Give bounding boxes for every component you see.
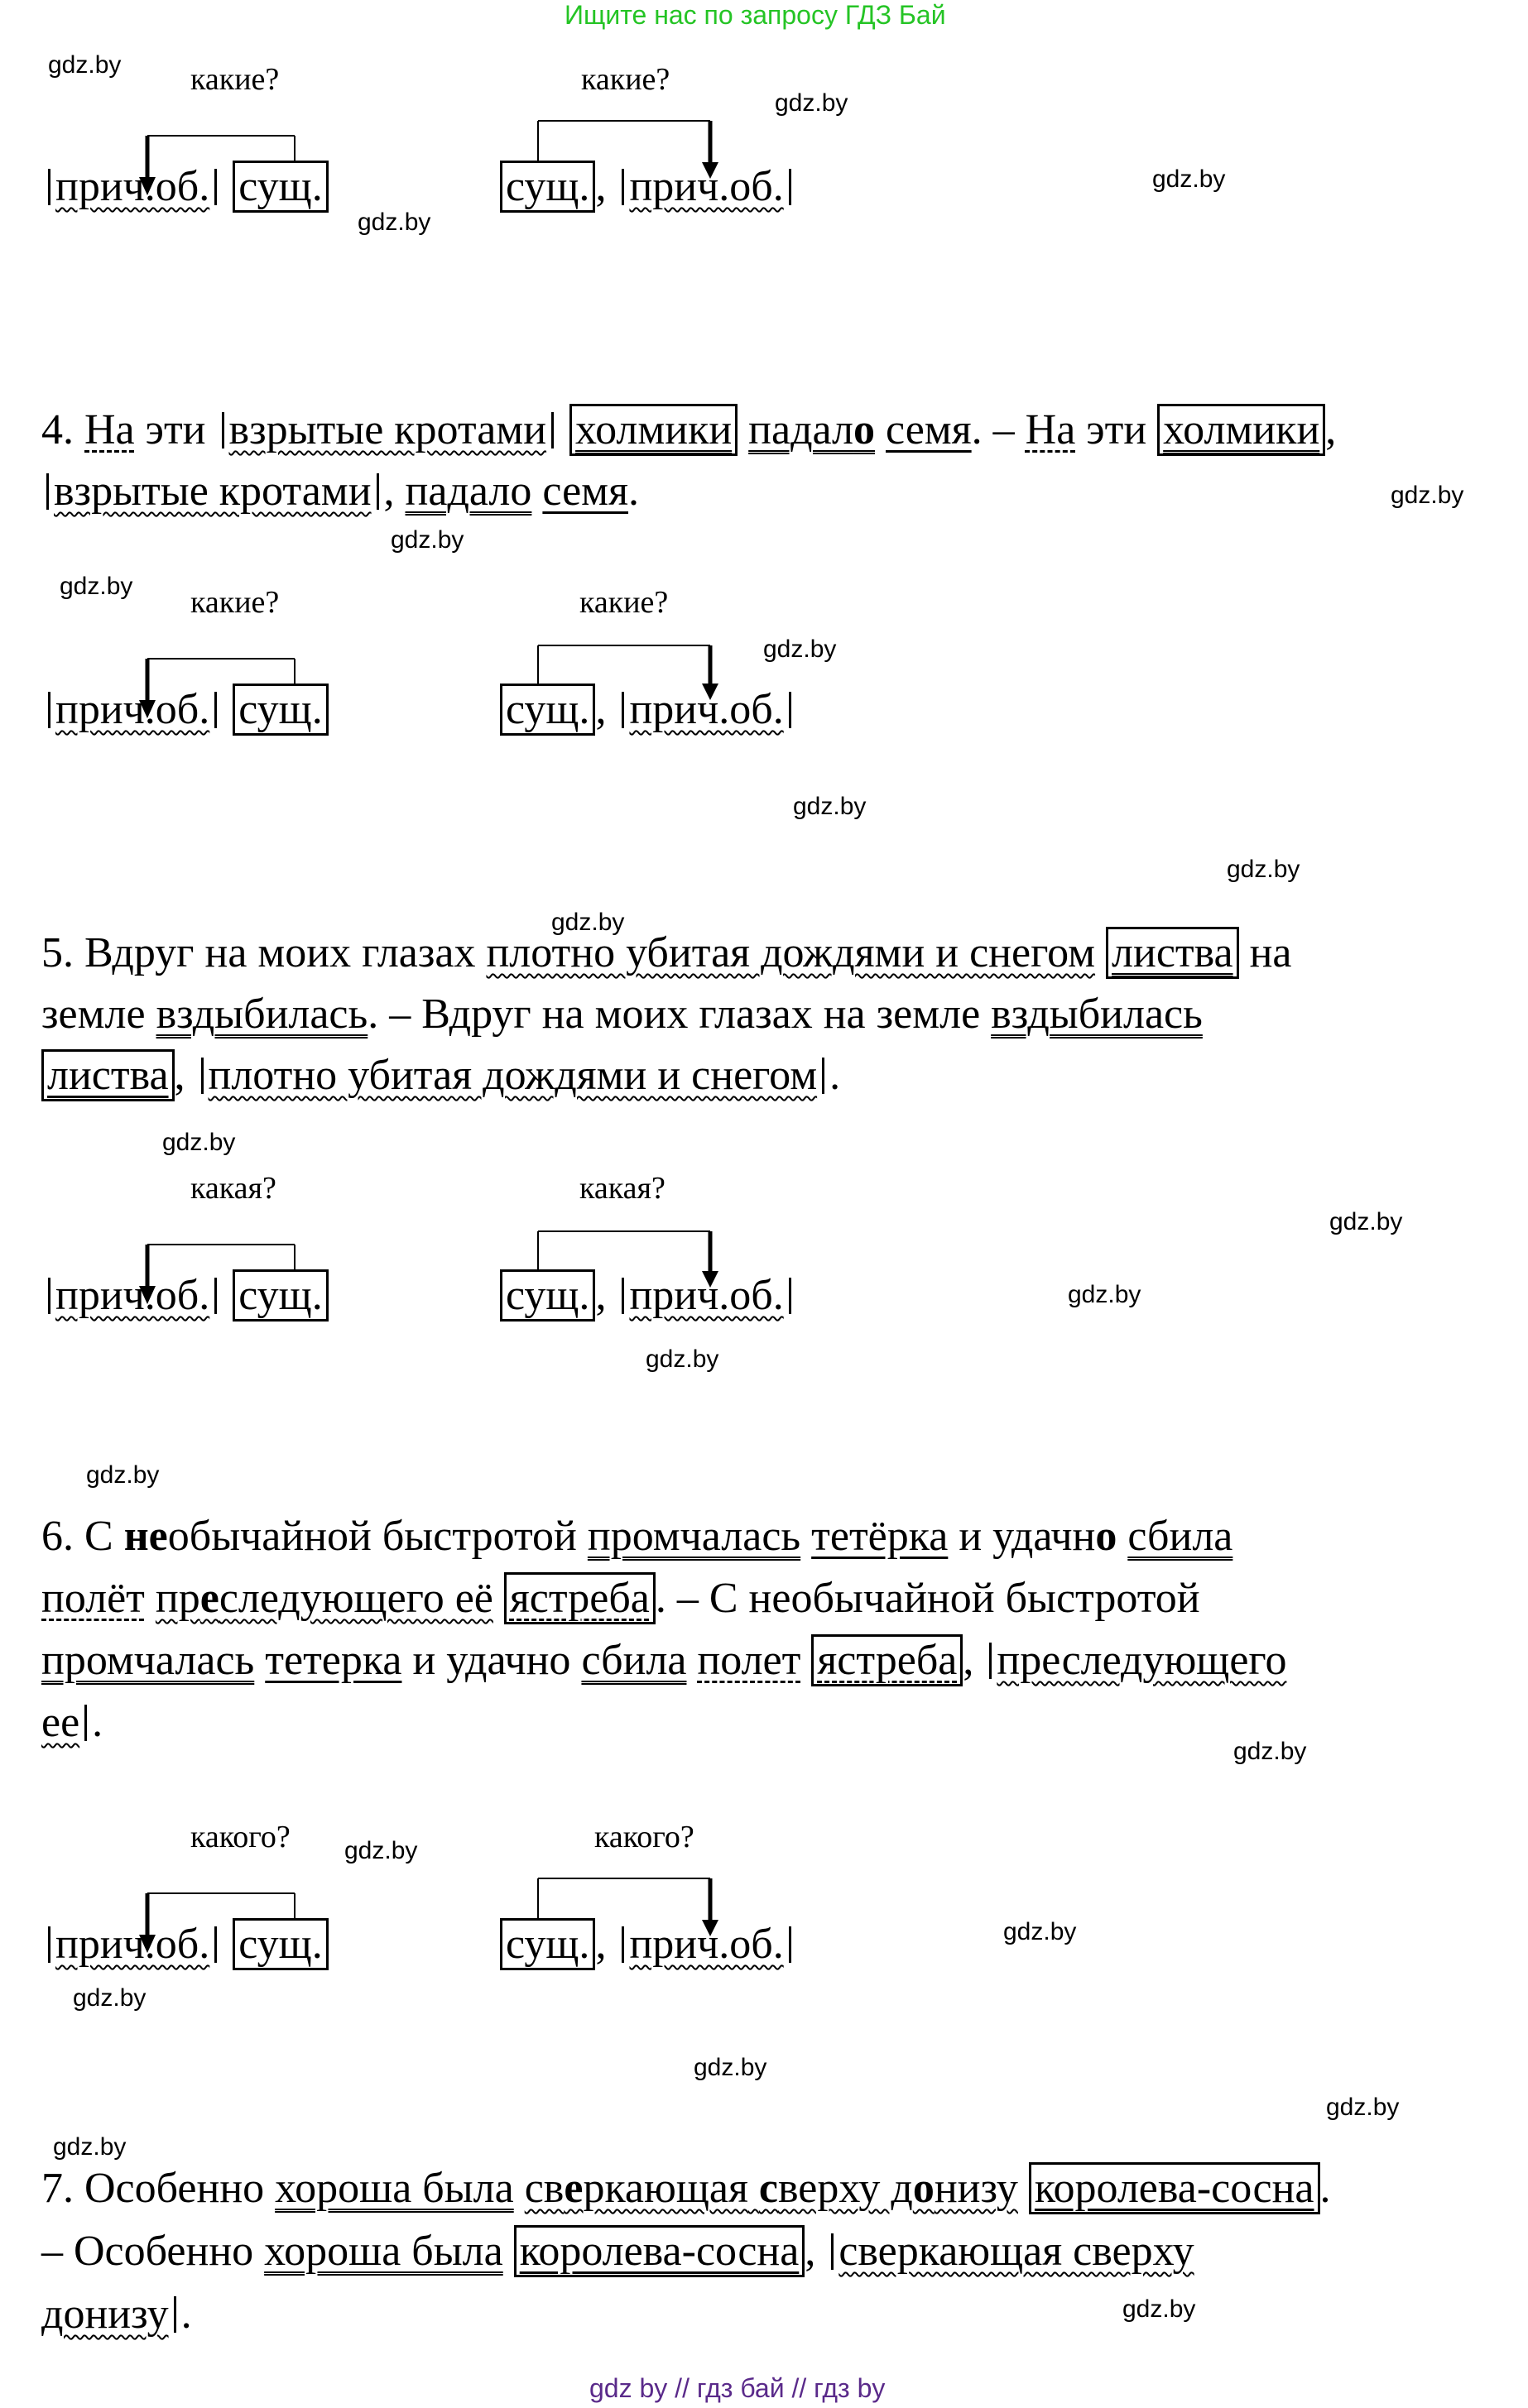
watermark: gdz.by: [763, 636, 837, 663]
participle-label: прич.об.: [629, 163, 784, 210]
schema-row: сущ. , прич.об.: [500, 1271, 796, 1320]
noun-label: сущ.: [500, 161, 595, 213]
watermark: gdz.by: [775, 89, 848, 117]
noun-label: сущ.: [233, 1918, 328, 1970]
schema-row: [43, 1920, 329, 1969]
watermark: gdz.by: [1152, 165, 1226, 193]
watermark: gdz.by: [60, 573, 133, 600]
sentence-7-line-3: донизу .: [41, 2290, 192, 2338]
sentence-5-line-1: 5. Вдруг на моих глазах плотно убитая дождями и снегом листва на: [41, 923, 1292, 984]
sentence-6-line-1: 6. С необычайной быстротой промчалась тетёрка и удачно сбила: [41, 1513, 1233, 1560]
watermark: gdz.by: [1068, 1281, 1141, 1308]
sentence-4-line-2: взрытые кротами , падало семя.: [41, 461, 639, 522]
noun-label: сущ.: [500, 1918, 595, 1970]
watermark: gdz.by: [162, 1129, 236, 1156]
watermark: gdz.by: [1233, 1738, 1307, 1765]
watermark: gdz.by: [391, 526, 464, 554]
sentence-6-line-2: полёт преследующего её ястреба . – С необычайной быстротой: [41, 1568, 1200, 1629]
watermark: gdz.by: [344, 1837, 418, 1864]
participle-label: прич.об.: [55, 686, 210, 733]
sentence-5-line-3: листва , плотно убитая дождями и снегом .: [41, 1045, 840, 1106]
noun-label: сущ.: [233, 161, 328, 213]
watermark: gdz.by: [48, 51, 122, 79]
question-label: какого?: [190, 1820, 291, 1854]
question-label: какая?: [190, 1171, 276, 1206]
participle-label: прич.об.: [629, 1272, 784, 1319]
participle-label: прич.об.: [55, 1272, 210, 1319]
watermark: gdz.by: [646, 1346, 719, 1373]
participle-label: прич.об.: [55, 163, 210, 210]
participle-label: прич.об.: [629, 686, 784, 733]
sentence-6-line-3: промчалась тетерка и удачно сбила полет ястреба , преследующего: [41, 1630, 1286, 1691]
watermark: gdz.by: [86, 1461, 160, 1489]
schema-row: сущ. , прич.об.: [500, 162, 796, 211]
watermark: gdz.by: [1227, 856, 1300, 883]
sentence-6-line-4: ее .: [41, 1699, 103, 1746]
question-label: какие?: [190, 62, 280, 97]
watermark: gdz.by: [1326, 2094, 1400, 2121]
watermark: gdz.by: [358, 209, 431, 236]
watermark: gdz.by: [694, 2054, 767, 2081]
question-label: какие?: [190, 585, 280, 620]
schema-row: сущ. , прич.об.: [500, 1920, 796, 1969]
question-label: какие?: [579, 585, 669, 620]
sentence-4-line-1: 4. На эти взрытые кротами холмики падало семя. – На эти холмики ,: [41, 400, 1336, 461]
watermark: gdz.by: [551, 909, 625, 936]
participle-label: прич.об.: [629, 1921, 784, 1968]
question-label: какого?: [594, 1820, 694, 1854]
noun-label: сущ.: [233, 684, 328, 736]
schema-row: сущ. , прич.об.: [500, 685, 796, 734]
watermark: gdz.by: [1122, 2295, 1196, 2323]
watermark: gdz.by: [73, 1984, 147, 2012]
watermark: gdz.by: [53, 2133, 127, 2161]
question-label: какая?: [579, 1171, 665, 1206]
sentence-5-line-2: земле вздыбилась. – Вдруг на моих глазах на земле вздыбилась: [41, 991, 1203, 1038]
watermark: gdz.by: [793, 793, 867, 820]
watermark: gdz.by: [1391, 482, 1464, 509]
noun-label: сущ.: [500, 684, 595, 736]
footer-links[interactable]: gdz by // гдз бай // гдз by: [589, 2373, 886, 2403]
participle-label: прич.об.: [55, 1921, 210, 1968]
noun-label: сущ.: [500, 1269, 595, 1322]
watermark: gdz.by: [1003, 1918, 1077, 1945]
top-banner[interactable]: Ищите нас по запросу ГДЗ Бай: [565, 0, 946, 30]
noun-label: сущ.: [233, 1269, 328, 1322]
watermark: gdz.by: [1329, 1208, 1403, 1235]
sentence-7-line-1: 7. Особенно хороша была сверкающая сверху донизу королева-сосна .: [41, 2158, 1331, 2219]
question-label: какие?: [581, 62, 670, 97]
sentence-7-line-2: – Особенно хороша была королева-сосна , сверкающая сверху: [41, 2221, 1194, 2282]
